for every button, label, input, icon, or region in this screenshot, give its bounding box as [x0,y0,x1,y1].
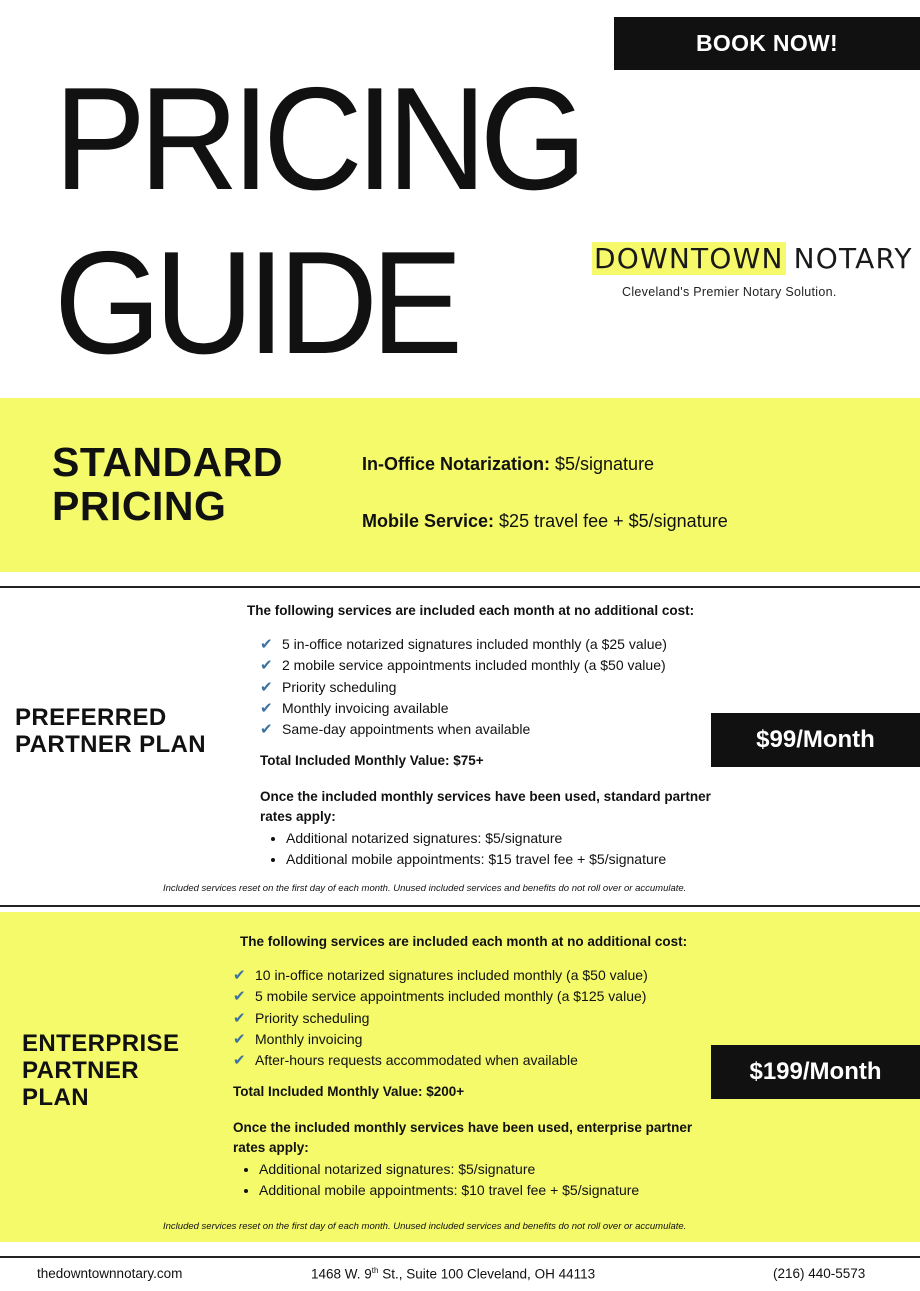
list-item [233,1050,648,1071]
list-item [260,677,667,698]
brand-name-highlight: DOWNTOWN [594,241,784,275]
feature-label: 5 in-office notarized signatures included monthly (a $25 value) [282,636,667,652]
list-item [233,965,648,986]
enterprise-price-badge: $199/Month [711,1045,920,1099]
enterprise-after-intro: Once the included monthly services have been used, enterprise partner rates apply: [233,1120,693,1155]
mobile-value: $25 travel fee + $5/signature [494,511,728,531]
preferred-rate-list [258,828,666,871]
in-office-label: In-Office Notarization: [362,454,550,474]
enterprise-total-value: Total Included Monthly Value: $200+ [233,1084,465,1099]
footer-website: thedowntownnotary.com [37,1266,183,1281]
brand-name-rest: NOTARY [793,241,913,275]
brand-tagline: Cleveland's Premier Notary Solution. [622,285,837,299]
feature-label: 10 in-office notarized signatures included monthly (a $50 value) [255,967,648,983]
list-item [260,698,667,719]
check-mark-icon: ✔ [233,967,246,984]
divider [0,1256,920,1258]
enterprise-rate-list [231,1159,639,1202]
feature-label: 5 mobile service appointments included monthly (a $125 value) [255,988,647,1005]
divider [0,905,920,907]
divider [0,586,920,588]
footer-phone: (216) 440-5573 [773,1266,866,1281]
standard-pricing-title: STANDARD PRICING [52,439,284,529]
enterprise-plan-title: ENTERPRISE PARTNER PLAN [22,1030,180,1111]
list-item [233,1008,648,1029]
check-mark-icon: ✔ [233,988,246,1006]
address-superscript: th [371,1266,379,1275]
address-part: 1468 W. 9 [311,1266,372,1282]
preferred-plan-title: PREFERRED PARTNER PLAN [15,704,207,758]
feature-label: After-hours requests accommodated when available [255,1052,578,1069]
feature-label: Same-day appointments when available [282,721,531,738]
check-mark-icon: ✔ [260,699,273,717]
list-item: • Additional notarized signatures: $5/signature [286,828,666,849]
preferred-feature-list [260,634,667,740]
check-mark-icon: ✔ [233,1009,246,1027]
feature-label: Monthly invoicing [255,1030,363,1047]
feature-label: Priority scheduling [255,1009,370,1026]
mobile-rate [362,511,728,532]
list-item: • Additional mobile appointments: $10 travel fee + $5/signature [259,1180,639,1201]
page-title-line-1: PRICING [54,57,581,221]
check-mark-icon: ✔ [260,721,273,739]
list-item: • Additional mobile appointments: $15 travel fee + $5/signature [286,849,666,870]
preferred-footnote: Included services reset on the first day of each month. Unused included services and benefits do not roll over or accumulate. [163,883,687,894]
mobile-label: Mobile Service: [362,511,495,531]
feature-label: Monthly invoicing available [282,699,449,716]
preferred-intro: The following services are included each month at no additional cost: [247,603,695,618]
list-item [260,634,667,655]
preferred-price-badge: $99/Month [711,713,920,767]
check-mark-icon: ✔ [260,657,273,675]
list-item [233,1029,648,1050]
address-part: St., Suite 100 Cleveland, OH 44113 [378,1266,596,1282]
enterprise-footnote: Included services reset on the first day of each month. Unused included services and benefits do not roll over or accumulate. [163,1221,687,1232]
feature-label: 2 mobile service appointments included monthly (a $50 value) [282,657,666,674]
preferred-after-intro: Once the included monthly services have been used, standard partner rates apply: [260,789,711,824]
list-item: • Additional notarized signatures: $5/signature [259,1159,639,1180]
list-item [260,719,667,740]
check-mark-icon: ✔ [260,678,273,696]
in-office-rate [362,454,654,475]
page-title-line-2: GUIDE [54,221,457,385]
footer-address [311,1266,595,1282]
in-office-value: $5/signature [550,454,655,474]
feature-label: Priority scheduling [282,678,397,695]
enterprise-intro: The following services are included each month at no additional cost: [240,934,688,949]
check-mark-icon: ✔ [233,1030,246,1048]
brand-logo [592,240,913,276]
list-item [260,655,667,676]
enterprise-feature-list [233,965,648,1071]
book-now-button[interactable]: BOOK NOW! [614,17,920,70]
preferred-total-value: Total Included Monthly Value: $75+ [260,753,484,768]
check-mark-icon: ✔ [233,1052,246,1070]
list-item [233,986,648,1007]
check-mark-icon: ✔ [260,636,273,653]
